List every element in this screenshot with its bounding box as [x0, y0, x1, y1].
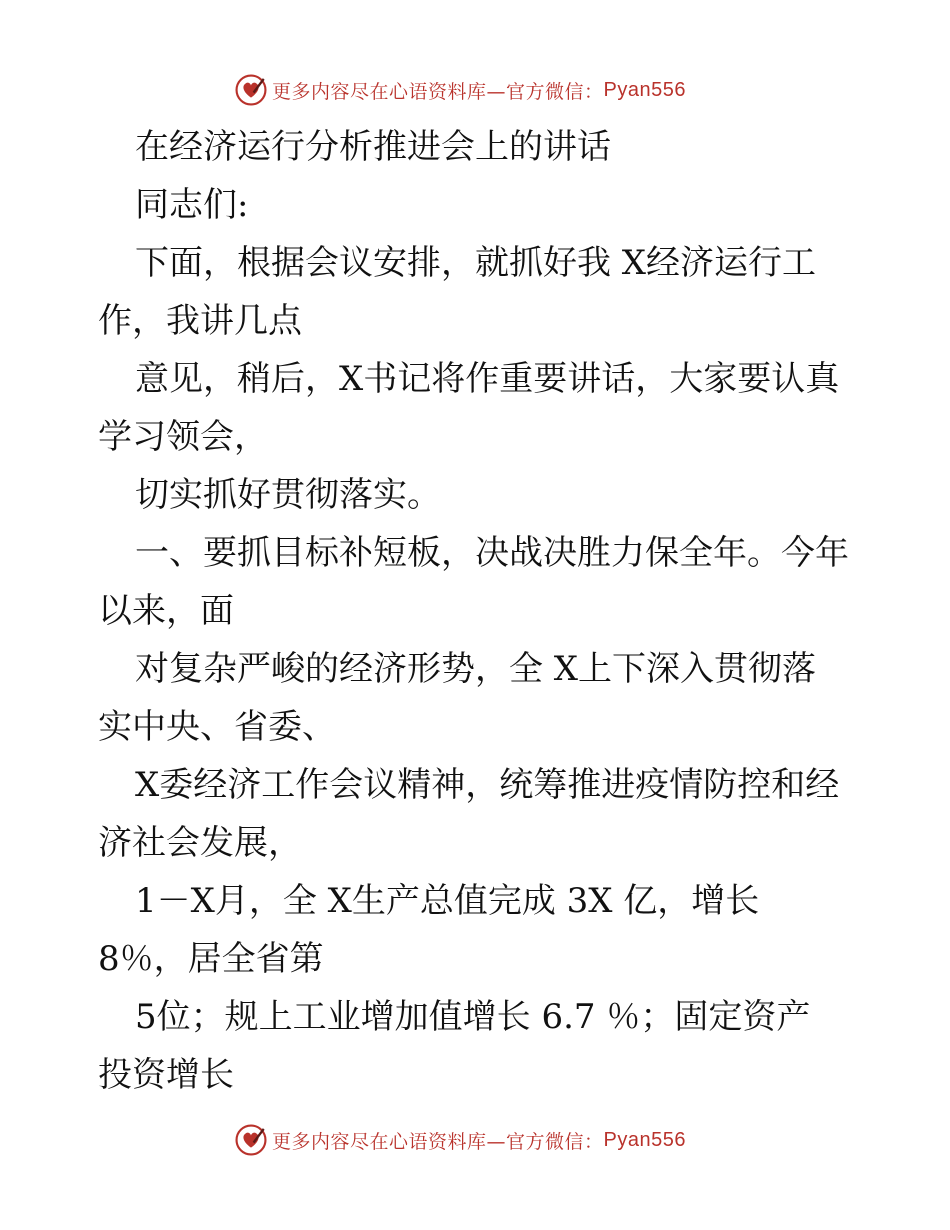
watermark-text: 更多内容尽在心语资料库—官方微信：	[272, 80, 604, 103]
text-line: 1－X月，全 X生产总值完成 3X 亿，增长	[135, 881, 760, 921]
text-line: 一、要抓目标补短板，决战决胜力保全年。今年	[135, 533, 849, 573]
heart-pen-logo-icon	[234, 1123, 268, 1157]
text-line: 下面，根据会议安排，就抓好我 X经济运行工	[135, 243, 817, 283]
text-line: 在经济运行分析推进会上的讲话	[135, 127, 611, 167]
watermark-account: Pyan556	[603, 78, 686, 101]
text-line: X委经济工作会议精神，统筹推进疫情防控和经	[135, 765, 840, 805]
text-line: 投资增长	[98, 1055, 234, 1095]
text-line: 学习领会，	[98, 417, 268, 457]
footer-watermark	[0, 1120, 950, 1160]
watermark-text: 更多内容尽在心语资料库—官方微信：	[272, 1130, 604, 1153]
text-line: 切实抓好贯彻落实。	[135, 475, 441, 515]
text-line: 济社会发展，	[98, 823, 302, 863]
text-line: 同志们:	[135, 185, 249, 225]
document-body	[98, 118, 868, 1104]
text-line: 5位；规上工业增加值增长 6.7 ％；固定资产	[135, 997, 811, 1037]
text-line: 作，我讲几点	[98, 301, 302, 341]
heart-pen-logo-icon	[234, 73, 268, 107]
watermark-account: Pyan556	[603, 1128, 686, 1151]
header-watermark	[0, 70, 950, 110]
text-line: 以来，面	[98, 591, 234, 631]
text-line: 实中央、省委、	[98, 707, 336, 747]
text-line: 8％，居全省第	[98, 939, 324, 979]
text-line: 对复杂严峻的经济形势，全 X上下深入贯彻落	[135, 649, 817, 689]
text-line: 意见，稍后，X书记将作重要讲话，大家要认真	[135, 359, 840, 399]
